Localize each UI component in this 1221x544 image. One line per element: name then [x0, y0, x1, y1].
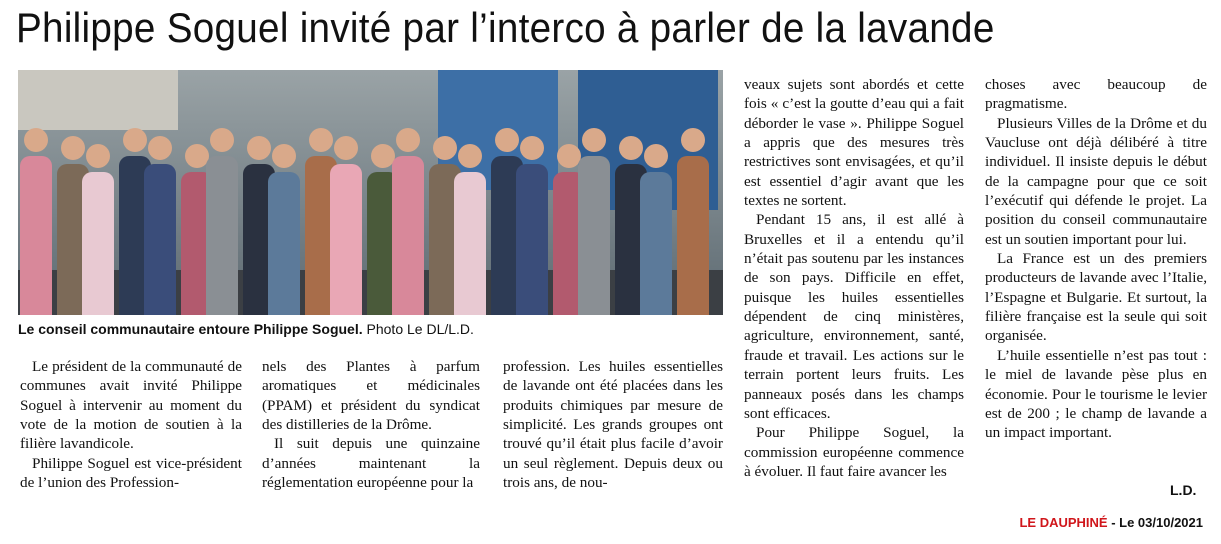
paragraph: Pendant 15 ans, il est allé à Bruxelles et il a entendu qu’il n’était pas soutenu par les instances de son pays. Difficile en effet, puisque les huiles essentielles dépendent de cinq ministères, agriculture, environnement, santé, fraude et travail. Les actions sur le terrain portent leurs fruits. Les panneaux posés dans les champs sont efficaces.	[744, 211, 964, 422]
article-column-3	[503, 357, 723, 492]
paragraph: Pour Philippe Soguel, la commission européenne commence à évoluer. Il faut faire avancer les	[744, 424, 964, 480]
article-column-1	[20, 357, 242, 492]
paragraph: Le président de la communauté de communes avait invité Philippe Soguel à intervenir au moment du vote de la motion de soutien à la filière lavandicole.	[20, 358, 242, 453]
paragraph: profession. Les huiles essentielles de lavande ont été placées dans les produits chimiques par mesure de simplicité. Les grands groupes ont trouvé qu’il était plus facile d’avoir un seul règlement. Depuis deux ou trois ans, de nou-	[503, 358, 723, 492]
author-signature: L.D.	[1170, 482, 1197, 498]
newspaper-name: LE DAUPHINÉ	[1019, 515, 1108, 530]
caption-text: Le conseil communautaire entoure Philippe Soguel.	[18, 321, 363, 337]
headline: Philippe Soguel invité par l’interco à parler de la lavande	[16, 4, 995, 51]
paragraph: Il suit depuis une quinzaine d’années maintenant la réglementation européenne pour la	[262, 435, 480, 492]
paragraph: nels des Plantes à parfum aromatiques et médicinales (PPAM) et président du syndicat des distilleries de la Drôme.	[262, 358, 480, 434]
group-photo-icon	[18, 70, 723, 315]
paragraph: Philippe Soguel est vice-président de l’union des Profession-	[20, 454, 242, 492]
paragraph: L’huile essentielle n’est pas tout : le miel de lavande pèse plus en économie. Pour le tourisme le levier est de 200 ; le champ de lavande a un impact important.	[985, 346, 1207, 442]
paragraph: La France est un des premiers producteurs de lavande avec l’Italie, l’Espagne et Bulgarie. Et surtout, la filière française est la seule qui soit organisée.	[985, 250, 1207, 345]
article-column-4	[744, 75, 964, 481]
paragraph: Plusieurs Villes de la Drôme et du Vaucluse ont déjà délibéré à titre individuel. Il insiste depuis le début de la campagne pour que ce soit l’exécutif qui défende le projet. La position du conseil communautaire est un soutien important pour lui.	[985, 114, 1207, 248]
article-column-5	[985, 75, 1207, 443]
photo-caption	[18, 320, 474, 338]
paragraph: choses avec beaucoup de pragmatisme.	[985, 76, 1207, 113]
publication-source	[1019, 515, 1203, 530]
article-column-2	[262, 357, 480, 492]
publication-date: - Le 03/10/2021	[1107, 515, 1203, 530]
group-photo	[18, 70, 723, 315]
paragraph: veaux sujets sont abordés et cette fois « c’est la goutte d’eau qui a fait déborder le vase ». Philippe Soguel a appris que des mesures très restrictives sont envisagées, et qu’il est essentiel d’agir avant que les textes ne sortent.	[744, 76, 964, 210]
photo-credit: Photo Le DL/L.D.	[362, 321, 474, 337]
